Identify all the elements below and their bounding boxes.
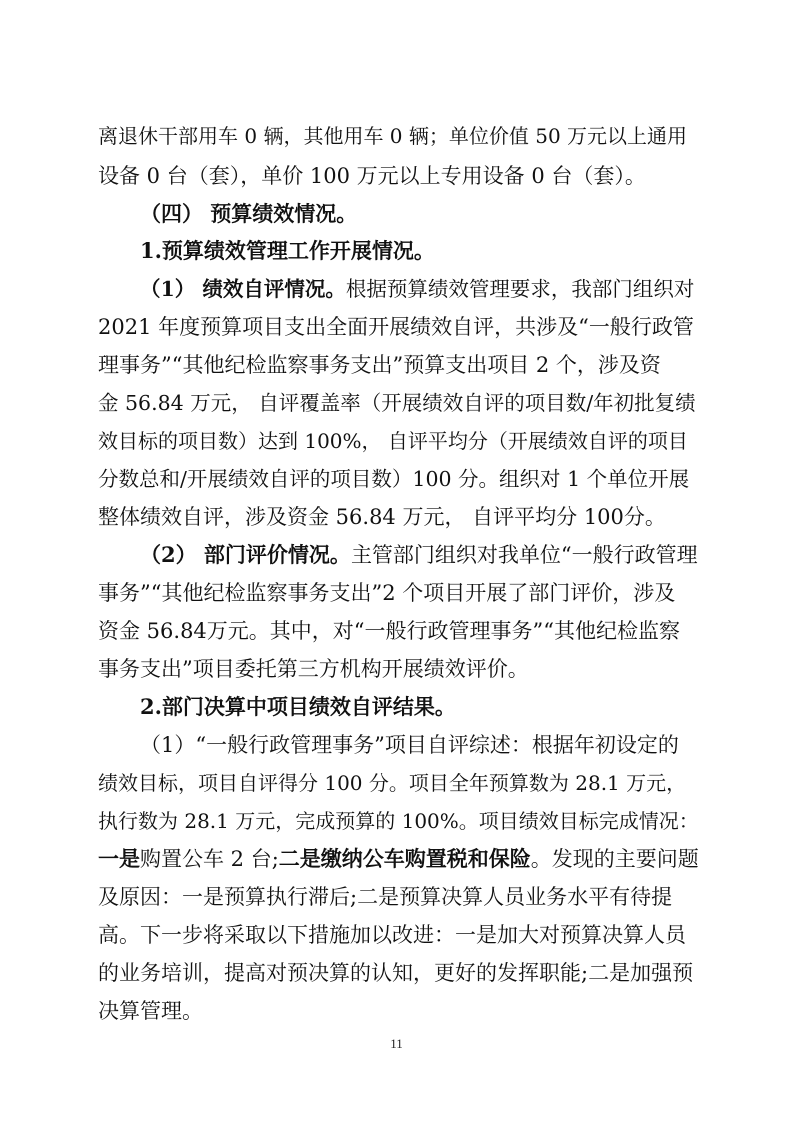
subsection-heading: 1.预算绩效管理工作开展情况。 [140,238,435,263]
body-line: （1）“一般行政管理事务”项目自评综述：根据年初设定的 [140,733,679,757]
body-line: 事务支出”项目委托第三方机构开展绩效评价。 [98,657,529,681]
body-line: 整体绩效自评，涉及资金 56.84 万元， 自评平均分 100分。 [98,505,666,529]
paragraph-lead: （2） 部门评价情况。 [140,542,351,567]
subsection-heading: 2.部门决算中项目绩效自评结果。 [140,694,456,719]
emphasis-text: 一是 [98,847,140,871]
emphasis-text: 二是缴纳公车购置税和保险 [278,847,531,871]
body-text: 购置公车 2 台; [140,847,279,871]
body-line: 资金 56.84万元。其中，对“一般行政管理事务”“其他纪检监察 [98,619,680,643]
body-line: 离退休干部用车 0 辆，其他用车 0 辆；单位价值 50 万元以上通用 [98,124,688,148]
paragraph-line [140,540,698,570]
paragraph-lead: （1） 绩效自评情况。 [140,277,346,301]
body-line: 执行数为 28.1 万元，完成预算的 100%。项目绩效目标完成情况： [98,809,699,833]
body-text: 。发现的主要问题 [530,847,699,871]
body-line: 理事务”“其他纪检监察事务支出”预算支出项目 2 个，涉及资 [98,353,661,377]
section-heading: （四） 预算绩效情况。 [140,201,358,226]
body-line: 绩效目标，项目自评得分 100 分。项目全年预算数为 28.1 万元， [98,771,687,795]
body-line: 高。下一步将采取以下措施加以改进：一是加大对预算决算人员 [98,923,686,947]
paragraph-text: 根据预算绩效管理要求，我部门组织对 [345,277,695,301]
body-line: 及原因：一是预算执行滞后;二是预算决算人员业务水平有待提 [98,885,673,909]
mixed-line [98,844,699,874]
body-line: 金 56.84 万元， 自评覆盖率（开展绩效自评的项目数/年初批复绩 [98,391,696,415]
body-line: 事务”“其他纪检监察事务支出”2 个项目开展了部门评价，涉及 [98,581,676,605]
body-line: 决算管理。 [98,999,203,1023]
body-line: 效目标的项目数）达到 100%， 自评平均分（开展绩效自评的项目 [98,429,688,453]
body-line: 设备 0 台（套），单价 100 万元以上专用设备 0 台（套）。 [98,164,646,188]
page-number: 11 [390,1036,403,1051]
body-line: 分数总和/开展绩效自评的项目数）100 分。组织对 1 个单位开展 [98,467,690,491]
body-line: 的业务培训，提高对预决算的认知，更好的发挥职能;二是加强预 [98,961,694,985]
paragraph-line [140,274,694,304]
body-line: 2021 年度预算项目支出全面开展绩效自评，共涉及“一般行政管 [98,315,694,339]
paragraph-text: 主管部门组织对我单位“一般行政管理 [350,543,698,567]
